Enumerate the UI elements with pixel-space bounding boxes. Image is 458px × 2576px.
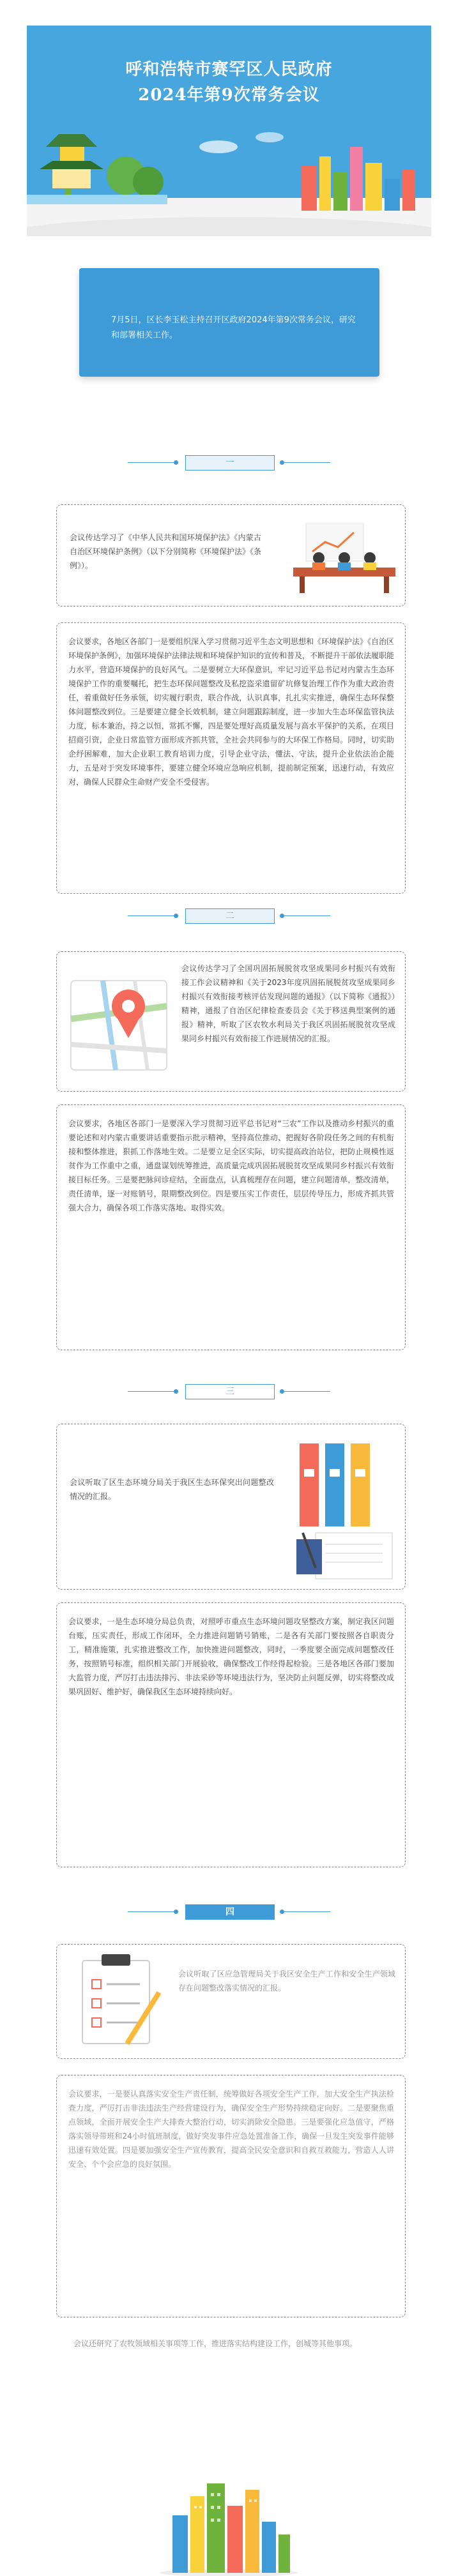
section-1-summary: 会议传达学习了《中华人民共和国环境保护法》《内蒙古自治区环境保护条例》（以下分别简称《环境保护法》《条例》）。 [70, 533, 262, 570]
section-3-detail: 会议要求，一是生态环境分局总负责，对照呼市重点生态环境问题攻坚整改方案，制定我区问题台账，压实责任，形成工作闭环，全力推进问题销号销账，二是各有关部门要按照各自职责分工，精准施策，扎实推进整改工作，加快推进问题整改，同时，一季度要全面完成问题整改任务，按照销号标准，组织相关部门开展验收，确保整改工作经得起检验。三是各地区各部门要加大监管力度，严厉打击违法排污、非法采砂等环境违法行为，坚决防止问题反弹，切实将整改成果巩固好、维护好，确保我区生态环境持续向好。 [68, 1617, 394, 1696]
closing-text: 会议还研究了农牧领域相关事项等工作，推进落实结构建设工作，创城等其他事项。 [73, 2339, 358, 2348]
map-pin-illustration [65, 968, 173, 1076]
section-2-summary-box [56, 951, 406, 1092]
intro-section [27, 236, 431, 415]
section-1-detail-box [56, 622, 406, 894]
section-badge-3: 三 [185, 1384, 275, 1399]
section-1-detail: 会议要求，各地区各部门一是要组织深入学习贯彻习近平生态文明思想和《环境保护法》《自治区环境保护条例》，加强环境保护法律法规和环境保护知识的宣传和普及，不断提升干部依法履职能力水平，营造环境保护的良好风气。二是要树立大环保意识，牢记习近平总书记对内蒙古生态环境保护工作的重要嘱托，把生态环保问题整改及私挖盗采遗留矿坑修复治理工作作为重大政治责任，着重做好任务承领，切实履行职责，联合作战，认识真事，扎扎实实推进，确保生态环保整体问题整改到位。三是要建立健全长效机制，建立问题跟踪制度，进一步加大生态环保监管执法力度，标本兼治，持之以恒，常抓不懈，四是要处理好高质量发展与高水平保护的关系，在项目招商引资，企业日常监管方面形成齐抓共管，全社会共同参与的大环保工作格局。同时，切实助企纾困解难，加大企业职工教育培训力度，引导企业守法，懂法、守法，提升企业依法治企能力，五是对于突发环境事件，要建立健全环境应急响应机制，提前制定预案，迅速行动，有效应对，确保人民群众生命财产安全不受侵害。 [68, 637, 395, 787]
section-4-detail: 会议要求，一是要认真落实安全生产责任制，统筹做好各项安全生产工作，加大安全生产执法检查力度，严厉打击非法违法生产经营建设行为，确保安全生产形势持续稳定向好。二是要聚焦重点领域，全面开展安全生产大排查大整治行动，切实消除安全隐患。三是要强化应急值守，严格落实领导带班和24小时值班制度，做好突发事件应急处置准备工作，确保一旦发生突发事件能够迅速有效处置。四是要加强安全生产宣传教育，提高全民安全意识和自救互救能力，营造人人讲安全、个个会应急的良好氛围。 [68, 2090, 394, 2169]
intro-text: 7月5日，区长李玉松主持召开区政府2024年第9次常务会议，研究和部署相关工作。 [111, 315, 356, 340]
section-2-detail-box [56, 1104, 406, 1350]
section-4-detail-box [56, 2075, 406, 2317]
section-badge-1: 一 [185, 455, 275, 471]
section-1-summary-box [56, 504, 406, 606]
section-divider-4 [0, 1899, 458, 1925]
intro-card [79, 268, 379, 377]
section-3-summary-box [56, 1424, 406, 1590]
section-3-detail-box [56, 1602, 406, 1867]
section-2-detail: 会议要求，各地区各部门一是要深入学习贯彻习近平总书记对“三农”工作以及推动乡村振兴的重要论述和对内蒙古重要讲话重要指示批示精神，坚持高位推动、把握好各阶段任务之间的有机衔接和整体推进，狠抓工作落地生效。二是要立足全区实际，切实提高政治站位，把防止规模性返贫作为工作重中之重，通盘谋划统筹推进，高质量完成巩固拓展脱贫攻坚成果同乡村振兴有效衔接目标任务。三是要把脉问诊症结，全面盘点，认真梳理存在问题，建立问题清单，整改清单，责任清单，逐一对账销号，限期整改到位。四是要压实工作责任，层层传导压力，形成齐抓共管强大合力，确保各项工作落实落地、取得实效。 [68, 1119, 394, 1212]
checklist-illustration [70, 1954, 165, 2050]
section-divider-1 [0, 450, 458, 476]
section-4-summary: 会议听取了区应急管理局关于我区安全生产工作和安全生产领域存在问题整改落实情况的汇报。 [178, 1970, 395, 1992]
section-divider-3 [0, 1379, 458, 1405]
folders-illustration [290, 1437, 399, 1581]
meeting-illustration [293, 523, 395, 593]
page-title: 呼和浩特市赛罕区人民政府 [125, 60, 333, 79]
section-4-summary-box [56, 1944, 406, 2059]
header-banner [27, 26, 431, 236]
section-3-summary: 会议听取了区生态环境分局关于我区生态环保突出问题整改情况的汇报。 [70, 1478, 274, 1501]
footer-buildings-illustration [160, 2471, 298, 2576]
section-badge-4: 四 [185, 1904, 275, 1920]
city-skyline-illustration [27, 121, 431, 236]
page-subtitle: 2024年第9次常务会议 [138, 86, 320, 105]
section-2-summary: 会议传达学习了全国巩固拓展脱贫攻坚成果同乡村振兴有效衔接工作会议精神和《关于2023年度巩固拓展脱贫攻坚成果同乡村振兴有效衔接考核评估发现问题的通报》（以下简称《通报》）精神，通报了自治区纪律检查委员会《关于移送典型案例的通报》精神，听取了区农牧水利局关于我区巩固拓展脱贫攻坚成果同乡村振兴有效衔接工作进展情况的汇报。 [181, 964, 395, 1043]
section-divider-2 [0, 903, 458, 929]
section-badge-2: 二 [185, 908, 275, 924]
